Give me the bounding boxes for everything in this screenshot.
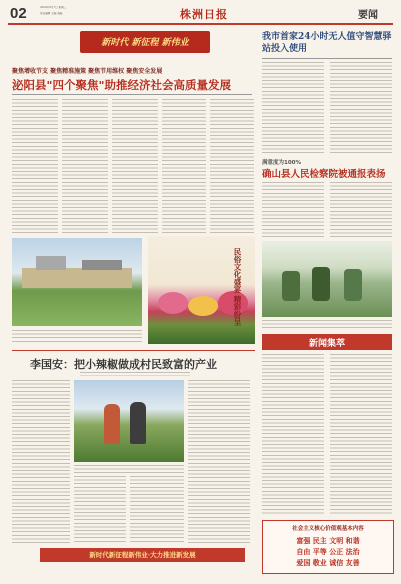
core-values-row-1: 富强 民主 文明 和谐: [296, 536, 360, 545]
core-values-row-2: 自由 平等 公正 法治: [296, 547, 360, 556]
news-gather-label: 新闻集萃: [308, 339, 345, 349]
lower-rule: [12, 350, 255, 351]
lead-kicker: 聚焦增收节支 聚焦精准施策 聚焦节用维权 聚焦安全发展: [12, 68, 163, 75]
news-gather-banner: [262, 334, 392, 350]
date-line: 2024年8月7日 星期三: [40, 6, 67, 9]
right-mid-headline: 确山县人民检察院被通报表扬: [262, 169, 386, 180]
core-values-title: 社会主义核心价值观基本内容: [292, 526, 364, 532]
chili-byline: [80, 372, 190, 376]
news-gather-col-1: [262, 354, 324, 516]
right-mid-photo-caption: [262, 320, 392, 330]
right-mid-body-2: [330, 182, 392, 238]
page-number: 02: [10, 5, 27, 22]
chili-headline: 李国安：把小辣椒做成村民致富的产业: [30, 358, 217, 371]
chili-body-col-3: [130, 476, 184, 544]
lead-body-col-1: [12, 99, 58, 235]
lead-body-col-4: [162, 99, 206, 235]
chili-body-col-2: [74, 476, 126, 544]
chili-body-col-4: [188, 380, 250, 544]
chili-body-col-1: [12, 380, 70, 544]
chili-photo: [74, 380, 184, 462]
right-top-body-1: [262, 62, 324, 154]
lead-body-col-2: [62, 99, 108, 235]
section-banner: [80, 31, 210, 53]
promo-strip: [40, 548, 245, 562]
lead-photo-caption: [12, 330, 142, 344]
masthead: [0, 0, 401, 27]
banner-text: 新时代 新征程 新伟业: [101, 38, 189, 48]
right-mid-kicker: 满意度为100%: [262, 160, 301, 166]
lead-divider: [12, 94, 252, 95]
lead-headline: 泌阳县"四个聚焦"助推经济社会高质量发展: [12, 78, 231, 92]
lead-body-col-3: [112, 99, 158, 235]
feature-caption: 民俗文化盛宴 精彩纷呈: [233, 248, 242, 326]
lead-body-col-5: [210, 99, 254, 235]
core-values-box: [262, 520, 394, 574]
masthead-rule: [8, 23, 393, 25]
lead-photo: [12, 238, 142, 326]
promo-strip-text: 新时代新征程新伟业·大力推进新发展: [89, 551, 196, 559]
core-values-row-3: 爱国 敬业 诚信 友善: [296, 558, 360, 567]
paper-name: 株洲日报: [180, 8, 228, 21]
right-top-body-2: [330, 62, 392, 154]
right-top-divider: [262, 58, 392, 59]
right-mid-photo: [262, 241, 392, 317]
editor-line: 责任编辑 主编 美编: [40, 12, 63, 15]
section-label: 要闻: [358, 10, 378, 21]
right-top-headline: 我市首家24小时无人值守智慧驿站投入使用: [262, 32, 392, 54]
right-mid-body-1: [262, 182, 324, 238]
news-gather-col-2: [330, 354, 392, 516]
chili-photo-caption: [74, 465, 184, 473]
